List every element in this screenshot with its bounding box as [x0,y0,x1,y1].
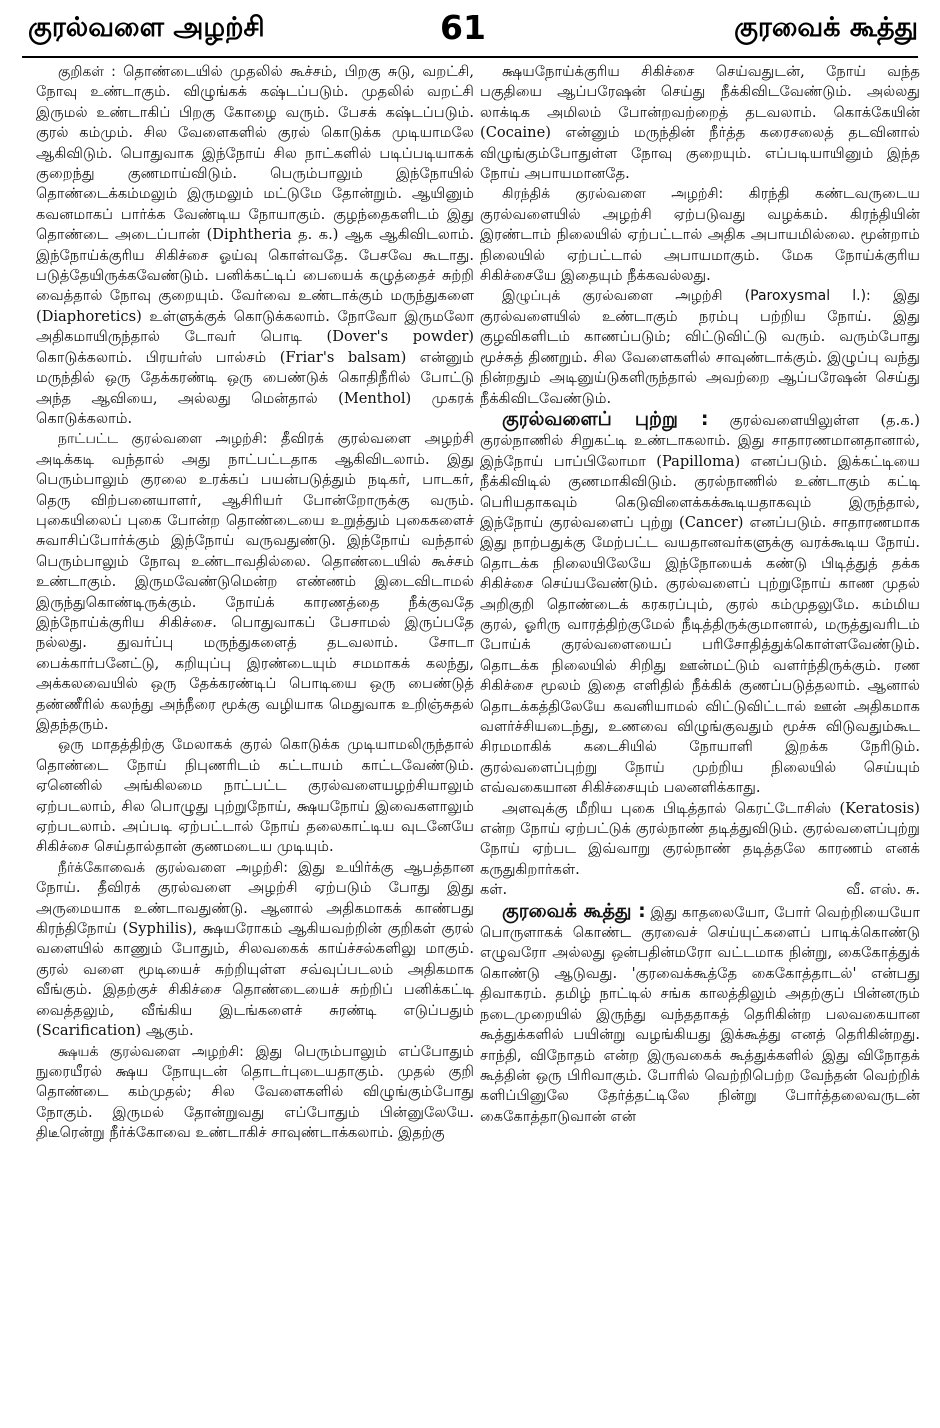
sub-heading: கிரந்திக் குரல்வளை அழற்சி: [502,186,724,203]
sub-heading: நாட்பட்ட குரல்வளை அழற்சி: [58,431,268,448]
sub-heading: க்ஷயக் குரல்வளை அழற்சி: [58,1043,244,1060]
right-column [480,62,920,1412]
paragraph [480,409,920,799]
paragraph [36,429,474,735]
paragraph [480,62,920,184]
paragraph-text: ஒரு மாதத்திற்கு மேலாகக் குரல் கொடுக்க முடியாமலிருந்தால் தொண்டை நோய் நிபுணரிடம் கட்டாயம் காட்டவேண்டும். ஏனெனில் அங்கிலமை நாட்பட்ட குரல்வளையழற்சியாலும் ஏற்படலாம், சில பொழுது புற்றுநோய், க்ஷயநோய் இவைகளாலும் ஏற்படலாம். அப்படி ஏற்பட்டால் நோய் தலைகாட்டிய வுடனேயே சிகிச்சை செய்தால்தான் குணமடைய முடியும். [36,736,474,856]
header-rule [22,56,918,58]
paragraph [480,799,920,881]
paragraph-text: தீவிரக் குரல்வளை அழற்சி அடிக்கடி வந்தால் அது நாட்பட்டதாக ஆகிவிடலாம். இது பெரும்பாலும் குரலை உரக்கப் பயன்படுத்தும் நடிகர், பாடகர், தெரு விற்பனையாளர், ஆசிரியர் போன்றோருக்கு வரும். புகையிலைப் புகை போன்ற தொண்டையை உறுத்தும் புகைகளைச் சுவாசிப்போர்க்கும் இந்நோய் வருவதுண்டு. இந்நோய் வந்தால் பெரும்பாலும் நோவு உண்டாவதில்லை. தொண்டையில் கூச்சம் உண்டாகும். இருமவேண்டுமென்ற எண்ணம் இடைவிடாமல் இருந்துகொண்டிருக்கும். நோய்க் காரணத்தை நீக்குவதே இந்நோய்க்குரிய சிகிச்சை. பொதுவாகப் பேசாமல் இருப்பதே நல்லது. துவர்ப்பு மருந்துகளைத் தடவலாம். சோடா பைக்கார்பனேட்டு, கறியுப்பு இரண்டையும் சமமாகக் கலந்து, அக்கலவையில் ஒரு தேக்கரண்டிப் பொடியை ஒரு பைண்டுத் தண்ணீரில் கலந்து அந்நீரை மூக்கு வழியாக மெதுவாக உறிஞ்சுதல் இதந்தரும். [36,430,474,733]
paragraph-text: தொண்டையில் முதலில் கூச்சம், பிறகு சுடு, வறட்சி, நோவு உண்டாகும். விழுங்கக் கஷ்டப்படும். முதலில் வறட்சி இருமல் உண்டாகிப் பிறகு கோழை வரும். பேசக் கஷ்டப்படும். குரல் கம்மும். சில வேளைகளில் குரல் கொடுக்க முடியாமலே ஆகிவிடும். பொதுவாக இந்நோய் சில நாட்களில் படிப்படியாகக் குறைந்து குணமாய்விடும். பெரும்பாலும் இந்நோயில் தொண்டைக்கம்மலும் இருமலும் மட்டுமே தோன்றும். ஆயினும் கவனமாகப் பார்க்க வேண்டிய நோயாகும். குழந்தைகளிடம் இது தொண்டை அடைப்பான் (Diphtheria த. க.) ஆக ஆகிவிடலாம். இந்நோய்க்குரிய சிகிச்சை ஓய்வு கொள்வதே. பேசவே கூடாது. படுத்தேயிருக்கவேண்டும். பனிக்கட்டிப் பையைக் கழுத்தைச் சுற்றி வைத்தால் நோவு குறையும். வேர்வை உண்டாக்கும் மருந்துகளை (Diaphoretics) உள்ளுக்குக் கொடுக்கலாம். நோவோ இருமலோ அதிகமாயிருந்தால் டோவர் பொடி (Dover's powder) கொடுக்கலாம். பிரயர்ஸ் பால்சம் (Friar's balsam) என்னும் மருந்தில் ஒரு தேக்கரண்டி ஒரு பைண்டுக் கொதிநீரில் போட்டு அந்த ஆவியை, அல்லது மென்தால் (Menthol) முகரக் கொடுக்கலாம். [36,63,474,427]
sub-heading: இழுப்புக் குரல்வளை அழற்சி (Paroxysmal l.): [502,288,871,305]
paragraph [36,858,474,1042]
paragraph-text: குரல்வளையிலுள்ள (த.க.) குரல்நாணில் சிறுகட்டி உண்டாகலாம். இது சாதாரணமானதானால், இந்நோய் பாப்பிலோமா (Papilloma) எனப்படும். இக்கட்டியை நீக்கிவிடில் குணமாகிவிடும். குரல்நாணில் உண்டாகும் கட்டி பெரியதாகவும் கெடுவிளைக்கக்கூடியதாகவும் இருந்தால், இந்நோய் குரல்வளைப் புற்று (Cancer) எனப்படும். சாதாரணமாக இது நாற்பதுக்கு மேற்பட்ட வயதானவர்களுக்கு வரக்கூடிய நோய். தொடக்க நிலையிலேயே இந்நோயைக் கண்டு பிடித்துத் தக்க சிகிச்சை செய்யவேண்டும். குரல்வளைப் புற்றுநோய் காண முதல் அறிகுறி தொண்டைக் கரகரப்பும், குரல் கம்முதலுமே. கம்மிய குரல், ஓரிரு வாரத்திற்குமேல் நீடித்திருக்குமானால், மருத்துவரிடம் போய்க் குரல்வளையைப் பரிசோதித்துக்கொள்ளவேண்டும். தொடக்க நிலையில் சிறிது ஊன்மட்டும் வளர்ந்திருக்கும். ரண சிகிச்சை மூலம் இதை எளிதில் நீக்கிக் குணப்படுத்தலாம். ஆனால் தொடக்கத்திலேயே கவனியாமல் விட்டுவிட்டால் ஊன் அதிகமாக வளர்ச்சியடைந்து, உணவை விழுங்குவதும் மூச்சு விடுவதும்கூட சிரமமாகிக் கடைசியில் நோயாளி இறக்க நேரிடும். குரல்வளைப்புற்று நோய் முற்றிய நிலையில் செய்யும் எவ்வகையான சிகிச்சையும் பலனளிக்காது. [480,411,920,797]
running-header-left: குரல்வளை அழற்சி [28,12,265,43]
entry-heading: குரல்வளைப் புற்று : [502,407,709,430]
sub-heading: குறிகள் : [58,64,116,80]
paragraph-text: இது குரல்வளையில் உண்டாகும் நரம்பு பற்றிய நோய். இது குழவிகளிடம் காணப்படும்; விட்டுவிட்டு வரும். வரும்போது மூச்சுத் திணறும். சில வேளைகளில் சாவுண்டாக்கும். இழுப்பு வந்து நின்றதும் அடினுய்டுகளிருந்தால் அவற்றை ஆப்பரேஷன் செய்து நீக்கிவிடவேண்டும். [480,287,920,407]
sub-heading: நீர்க்கோவைக் குரல்வளை அழற்சி: [58,859,288,876]
page-number: 61 [440,8,486,47]
paragraph-text: இது பெரும்பாலும் எப்போதும் நுரையீரல் க்ஷய நோயுடன் தொடர்புடையதாகும். முதல் குறி தொண்டை கம்முதல்; சில வேளைகளில் விழுங்கும்போது நோகும். இருமல் தோன்றுவது எப்போதும் பின்னுலேயே. திடீரென்று நீர்க்கோவை உண்டாகிச் சாவுண்டாக்கலாம். இதற்கு [36,1042,474,1142]
paragraph [36,62,474,429]
paragraph-text: அளவுக்கு மீறிய புகை பிடித்தால் கெரட்டோசிஸ் (Keratosis) என்ற நோய் ஏற்பட்டுக் குரல்நாண் தடித்துவிடும். குரல்வளைப்புற்று நோய் ஏற்பட இவ்வாறு குரல்நாண் தடித்தலே காரணம் எனக் கருதுகிறார்கள். [480,799,920,878]
paragraph-text: இது உயிர்க்கு ஆபத்தான நோய். தீவிரக் குரல்வளை அழற்சி ஏற்படும் போது இது அருமையாக உண்டாவதுண்டு. ஆனால் அதிகமாகக் காண்பது கிரந்திநோய் (Syphilis), க்ஷயரோகம் ஆகியவற்றின் குறிகள் குரல் வளையில் காணும் போதும், சிலவகைக் காய்ச்சல்களிலு மாகும். குரல் வளை மூடியைச் சுற்றியுள்ள சவ்வுப்படலம் அதிகமாக வீங்கும். இதற்குச் சிகிச்சை தொண்டையைச் சுற்றிப் பனிக்கட்டி வைத்தலும், வீங்கிய இடங்களைச் சுரண்டி எடுப்பதும் (Scarification) ஆகும். [36,858,474,1040]
paragraph [36,735,474,857]
paragraph [36,1042,474,1144]
entry-heading: குரவைக் கூத்து : [502,899,646,922]
running-header-right: குரவைக் கூத்து [734,12,918,43]
paragraph-text: க்ஷயநோய்க்குரிய சிகிச்சை செய்வதுடன், நோய் வந்த பகுதியை ஆப்பரேஷன் செய்து நீக்கிவிடவேண்டும். அல்லது லாக்டிக அமிலம் போன்றவற்றைத் தடவலாம். கொக்கேயின் (Cocaine) என்னும் மருந்தின் நீர்த்த கரைசலைத் தடவினால் விழுங்கும்போதுள்ள நோவு குறையும். எப்படியாயினும் இந்த நோய் அபாயமானதே. [480,63,920,183]
left-column [36,62,474,1412]
signature-left: கள். [480,881,508,899]
author-signature [480,880,920,900]
paragraph [480,286,920,408]
paragraph [480,901,920,1127]
paragraph-text: கிரந்தி கண்டவருடைய குரல்வளையில் அழற்சி ஏற்படுவது வழக்கம். கிரந்தியின் இரண்டாம் நிலையில் ஏற்பட்டால் அதிக அபாயமில்லை. மூன்றாம் நிலையில் ஏற்பட்டால் அபாயமாகும். மேக நோய்க்குரிய சிகிச்சையே இதையும் நீக்கவல்லது. [480,185,920,285]
paragraph-text: இது காதலையோ, போர் வெற்றியையோ பொருளாகக் கொண்ட குரவைச் செய்யுட்களைப் பாடிக்கொண்டு எழுவரோ அல்லது ஒன்பதின்மரோ வட்டமாக நின்று, கைகோத்துக் கொண்டு ஆடுவது. 'குரவைக்கூத்தே கைகோத்தாடல்' என்பது திவாகரம். தமிழ் நாட்டில் சங்க காலத்திலும் அதற்குப் பின்னரும் நடைமுறையில் இருந்து வந்ததாகத் தெரிகின்ற பலவகையான கூத்துக்களில் பயின்று வழங்கியது இக்கூத்து எனத் தெரிகின்றது. சாந்தி, விநோதம் என்ற இருவகைக் கூத்துக்களில் இது விநோதக் கூத்தின் ஒரு பிரிவாகும். போரில் வெற்றிபெற்ற வேந்தன் வெற்றிக் களிப்பினுலே தேர்த்தட்டிலே நின்று போர்த்தலைவருடன் கைகோத்தாடுவான் என் [480,903,920,1125]
signature-initials: வீ. எஸ். சு. [846,881,920,899]
paragraph [480,184,920,286]
